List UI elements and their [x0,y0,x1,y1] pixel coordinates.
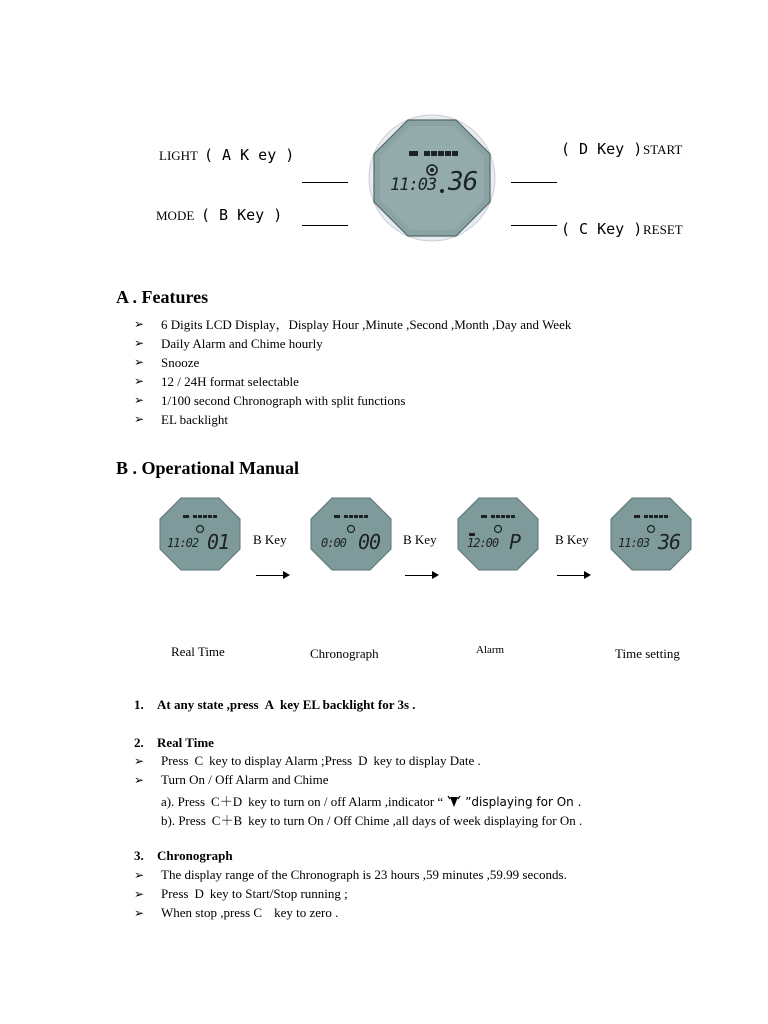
lcd-time: 11:03 [618,536,650,550]
lcd-alarm [457,497,539,571]
start-leader-line [511,182,557,183]
reset-leader-line [511,225,557,226]
lcd-real-time [159,497,241,571]
lcd-time-setting [610,497,692,571]
features-title: A . Features [116,287,209,307]
main-display-seconds: 36 [448,167,478,197]
step-3-bullet-3: ➢ When stop ,press C key to zero . [134,905,339,920]
bullet-arrow-icon: ➢ [134,906,145,920]
bullet-arrow-icon: ➢ [134,374,145,388]
bullet-arrow-icon: ➢ [134,412,145,426]
step-3-bullet-2: ➢ Press D key to Start/Stop running ; [134,886,348,901]
bullet-arrow-icon: ➢ [134,754,145,768]
mode-caption-time-setting: Time setting [615,646,680,661]
step-2-bullet-1: ➢ Press C key to display Alarm ;Press D key to display Date . [134,753,481,768]
arrow-line [256,575,284,576]
list-item: ➢ 12 / 24H format selectable [134,374,299,389]
mode-caption-real-time: Real Time [171,644,225,659]
arrow-right-icon [432,571,439,579]
step-2-title: Real Time [157,735,214,750]
reset-key-label: ( C Key ) [561,220,643,238]
start-key-label: ( D Key ) [561,140,643,158]
main-display-time: 11:03 [390,175,437,195]
mode-leader-line [302,225,348,226]
step-3-bullet-1: ➢ The display range of the Chronograph is 23 hours ,59 minutes ,59.99 seconds. [134,867,567,882]
arrow-line [405,575,433,576]
bullet-arrow-icon: ➢ [134,393,145,407]
step-2-bullet-2: ➢ Turn On / Off Alarm and Chime [134,772,329,787]
main-display-dot [440,189,444,193]
features-list [134,315,571,429]
start-label: START [643,142,683,157]
lcd-chronograph [310,497,392,571]
list-item: ➢ Snooze [134,355,200,370]
arrow-right-icon [283,571,290,579]
b-key-arrow-label: B Key [555,532,589,547]
arrow-line [557,575,585,576]
step-3-title: Chronograph [157,848,233,863]
step-1-text: At any state ,press A key EL backlight for 3s . [157,697,416,712]
mode-label: MODE [156,208,195,223]
arrow-right-icon [584,571,591,579]
mode-key-label: ( B Key ) [201,206,283,224]
bullet-arrow-icon: ➢ [134,773,145,787]
lcd-seconds: P [509,530,522,554]
bullet-arrow-icon: ➢ [134,336,145,350]
bullet-arrow-icon: ➢ [134,355,145,369]
mode-caption-alarm: Alarm [476,644,505,656]
lcd-time: 0:00 [321,536,346,550]
step-2-sub-a: a). Press C＋D key to turn on / off Alarm ,indicator “ ”displaying for On . [161,791,581,812]
b-key-arrow-label: B Key [253,532,287,547]
list-item: ➢ 1/100 second Chronograph with split functions [134,393,406,408]
light-key-label: ( A K ey ) [204,146,295,164]
lcd-time: 12:00 [467,536,499,550]
bullet-arrow-icon: ➢ [134,868,145,882]
manual-title: B . Operational Manual [116,458,300,478]
list-item: ➢ 6 Digits LCD Display，Display Hour ,Minute ,Second ,Month ,Day and Week [134,317,572,332]
b-key-arrow-label: B Key [403,532,437,547]
list-item: ➢ Daily Alarm and Chime hourly [134,336,323,351]
lcd-seconds: 01 [207,530,230,554]
light-leader-line [302,182,348,183]
step-3-number: 3. [134,848,144,863]
bullet-arrow-icon: ➢ [134,317,145,331]
step-1-number: 1. [134,697,144,712]
lcd-time: 11:02 [167,536,199,550]
main-watch-module [368,114,496,242]
step-2-number: 2. [134,735,144,750]
step-2-sub-b: b). Press C＋B key to turn On / Off Chime ,all days of week displaying for On . [161,813,583,828]
reset-label: RESET [643,222,683,237]
bullet-arrow-icon: ➢ [134,887,145,901]
lcd-seconds: 00 [358,530,381,554]
lcd-seconds: 36 [658,530,681,554]
light-label: LIGHT [159,148,198,163]
mode-caption-chronograph: Chronograph [310,646,379,661]
list-item: ➢ EL backlight [134,412,229,427]
